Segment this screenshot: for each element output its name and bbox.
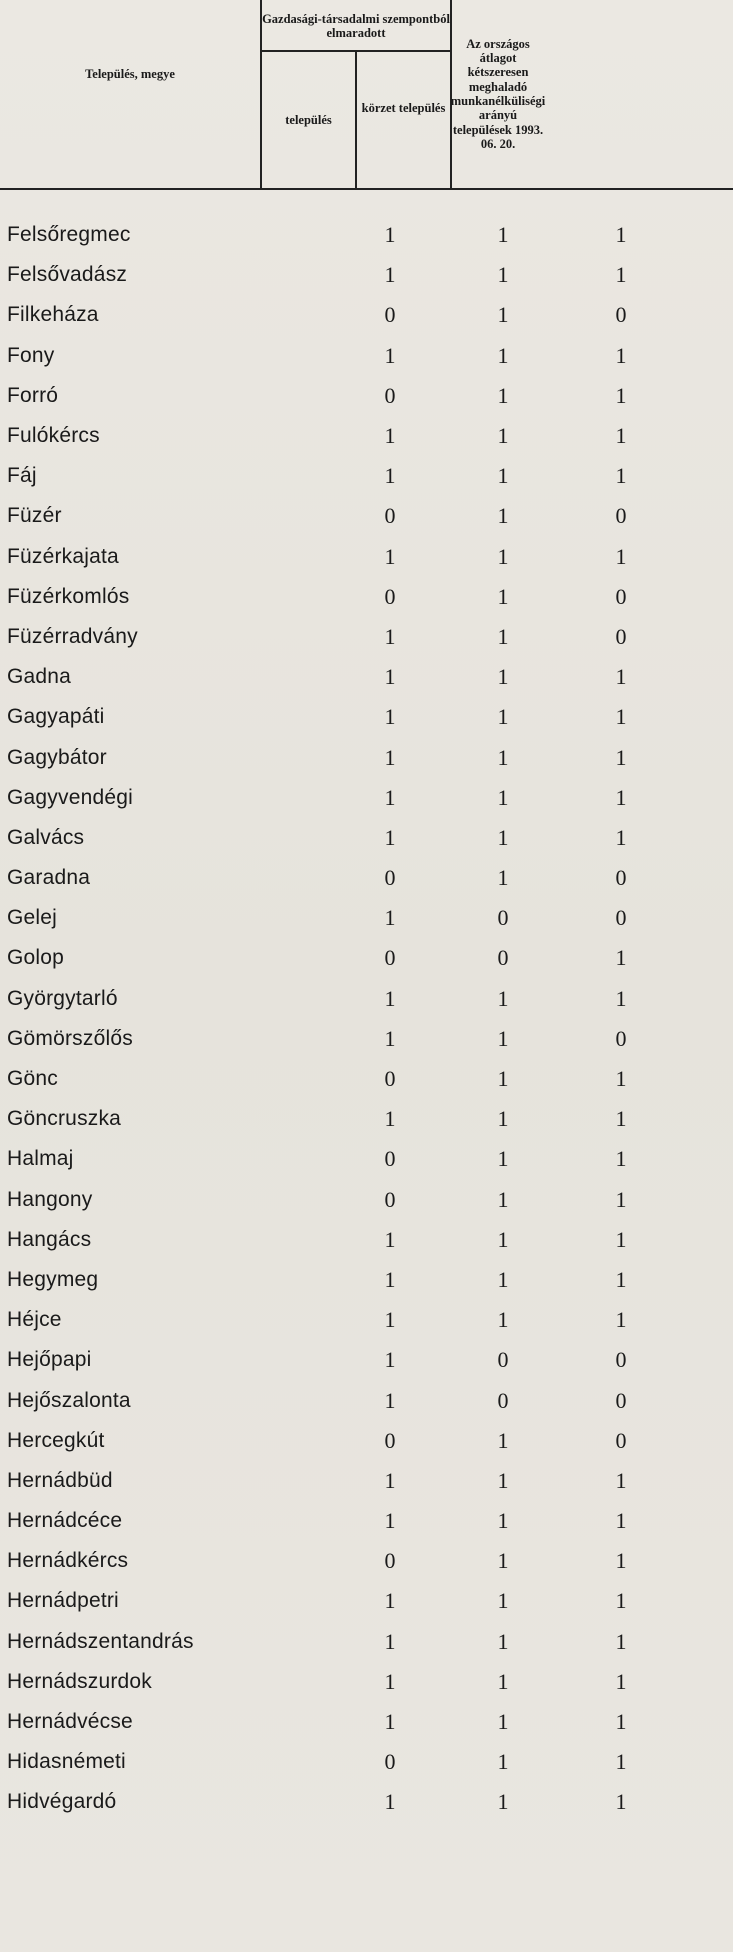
settlement-name: Füzér: [7, 504, 62, 528]
table-row: [0, 657, 733, 697]
settlement-flag-value: 0: [384, 583, 396, 609]
unemployment-flag-value: 1: [615, 382, 627, 408]
district-flag-value: 1: [497, 1266, 509, 1292]
unemployment-flag-value: 1: [615, 1226, 627, 1252]
settlement-name: Hercegkút: [7, 1428, 105, 1452]
settlement-name: Gömörszőlős: [7, 1026, 133, 1050]
table-row: [0, 858, 733, 898]
district-flag-value: 1: [497, 423, 509, 449]
settlement-flag-value: 1: [384, 985, 396, 1011]
district-flag-value: 1: [497, 1186, 509, 1212]
table-row: [0, 1220, 733, 1260]
district-flag-value: 1: [497, 1508, 509, 1534]
unemployment-flag-value: 0: [615, 1387, 627, 1413]
settlement-flag-value: 0: [384, 1749, 396, 1775]
header-col-name: Település, megye: [85, 66, 175, 81]
settlement-name: Halmaj: [7, 1147, 74, 1171]
settlement-flag-value: 1: [384, 1387, 396, 1413]
district-flag-value: 0: [497, 945, 509, 971]
table-row: [0, 697, 733, 737]
unemployment-flag-value: 0: [615, 865, 627, 891]
settlement-flag-value: 0: [384, 1146, 396, 1172]
unemployment-flag-value: 1: [615, 985, 627, 1011]
settlement-name: Hernádbüd: [7, 1468, 113, 1492]
settlement-name: Hangács: [7, 1227, 92, 1251]
header-col-district: körzet település: [361, 100, 446, 115]
settlement-flag-value: 1: [384, 543, 396, 569]
district-flag-value: 1: [497, 1749, 509, 1775]
header-group-title: Gazdasági-társadalmi szempontból elmaradott: [262, 11, 450, 40]
table-row: [0, 416, 733, 456]
district-flag-value: 1: [497, 1548, 509, 1574]
table-row: [0, 1059, 733, 1099]
unemployment-flag-value: 0: [615, 1427, 627, 1453]
unemployment-flag-value: 0: [615, 583, 627, 609]
table-row: [0, 1019, 733, 1059]
settlement-flag-value: 0: [384, 503, 396, 529]
table-row: [0, 1702, 733, 1742]
settlement-flag-value: 1: [384, 342, 396, 368]
unemployment-flag-value: 1: [615, 1508, 627, 1534]
unemployment-flag-value: 1: [615, 704, 627, 730]
settlement-name: Hejőpapi: [7, 1348, 92, 1372]
settlement-flag-value: 1: [384, 623, 396, 649]
settlement-flag-value: 0: [384, 865, 396, 891]
settlement-flag-value: 1: [384, 1266, 396, 1292]
settlement-flag-value: 1: [384, 1709, 396, 1735]
table-row: [0, 1662, 733, 1702]
district-flag-value: 1: [497, 1146, 509, 1172]
district-flag-value: 1: [497, 1467, 509, 1493]
unemployment-flag-value: 1: [615, 1749, 627, 1775]
table-row: [0, 1099, 733, 1139]
district-flag-value: 1: [497, 1588, 509, 1614]
unemployment-flag-value: 1: [615, 463, 627, 489]
district-flag-value: 0: [497, 1387, 509, 1413]
district-flag-value: 0: [497, 1347, 509, 1373]
district-flag-value: 1: [497, 463, 509, 489]
unemployment-flag-value: 0: [615, 1347, 627, 1373]
settlement-flag-value: 1: [384, 664, 396, 690]
settlement-name: Göncruszka: [7, 1107, 122, 1131]
unemployment-flag-value: 0: [615, 503, 627, 529]
district-flag-value: 1: [497, 985, 509, 1011]
district-flag-value: 1: [497, 503, 509, 529]
district-flag-value: 1: [497, 784, 509, 810]
district-flag-value: 1: [497, 1106, 509, 1132]
settlement-name: Filkeháza: [7, 303, 99, 327]
settlement-name: Gagyvendégi: [7, 785, 133, 809]
unemployment-flag-value: 1: [615, 342, 627, 368]
unemployment-flag-value: 1: [615, 262, 627, 288]
table-body: [0, 215, 733, 1823]
settlement-name: Hernádpetri: [7, 1589, 119, 1613]
unemployment-flag-value: 1: [615, 1106, 627, 1132]
settlement-name: Garadna: [7, 866, 91, 890]
district-flag-value: 1: [497, 1427, 509, 1453]
unemployment-flag-value: 1: [615, 1146, 627, 1172]
unemployment-flag-value: 1: [615, 1186, 627, 1212]
unemployment-flag-value: 1: [615, 1588, 627, 1614]
table-row: [0, 1622, 733, 1662]
settlement-flag-value: 0: [384, 382, 396, 408]
table-row: [0, 938, 733, 978]
table-row: [0, 537, 733, 577]
unemployment-flag-value: 1: [615, 1066, 627, 1092]
settlement-name: Hernádcéce: [7, 1509, 123, 1533]
settlement-name: Golop: [7, 946, 65, 970]
settlement-flag-value: 1: [384, 1789, 396, 1815]
district-flag-value: 1: [497, 744, 509, 770]
settlement-flag-value: 1: [384, 1106, 396, 1132]
settlement-name: Hernádszentandrás: [7, 1629, 194, 1653]
settlement-flag-value: 1: [384, 1628, 396, 1654]
settlement-name: Fulókércs: [7, 424, 100, 448]
table-row: [0, 1139, 733, 1179]
table-row: [0, 1180, 733, 1220]
table-row: [0, 1541, 733, 1581]
table-row: [0, 215, 733, 255]
settlement-name: Hernádvécse: [7, 1710, 133, 1734]
settlement-name: Hernádszurdok: [7, 1669, 153, 1693]
district-flag-value: 1: [497, 1628, 509, 1654]
settlement-flag-value: 1: [384, 1226, 396, 1252]
unemployment-flag-value: 0: [615, 302, 627, 328]
district-flag-value: 1: [497, 1789, 509, 1815]
district-flag-value: 1: [497, 1709, 509, 1735]
settlement-name: Felsőregmec: [7, 223, 131, 247]
unemployment-flag-value: 1: [615, 423, 627, 449]
settlement-flag-value: 0: [384, 302, 396, 328]
district-flag-value: 1: [497, 543, 509, 569]
settlement-name: Györgytarló: [7, 986, 118, 1010]
district-flag-value: 1: [497, 342, 509, 368]
settlement-flag-value: 1: [384, 744, 396, 770]
settlement-name: Gagyapáti: [7, 705, 105, 729]
settlement-flag-value: 1: [384, 1588, 396, 1614]
settlement-flag-value: 1: [384, 1508, 396, 1534]
table-row: [0, 1260, 733, 1300]
settlement-name: Hernádkércs: [7, 1549, 129, 1573]
unemployment-flag-value: 1: [615, 664, 627, 690]
table-row: [0, 1340, 733, 1380]
settlement-name: Felsővadász: [7, 263, 128, 287]
district-flag-value: 1: [497, 222, 509, 248]
settlement-name: Fáj: [7, 464, 37, 488]
header-col-national: Az országos átlagot kétszeresen meghaladó munkanélküliségi arányú települések 1993. 06. 20.: [450, 36, 546, 152]
district-flag-value: 0: [497, 905, 509, 931]
table-row: [0, 778, 733, 818]
district-flag-value: 1: [497, 824, 509, 850]
settlement-name: Hangony: [7, 1187, 93, 1211]
unemployment-flag-value: 0: [615, 1025, 627, 1051]
table-row: [0, 496, 733, 536]
district-flag-value: 1: [497, 382, 509, 408]
table-row: [0, 295, 733, 335]
table-row: [0, 1742, 733, 1782]
unemployment-flag-value: 1: [615, 222, 627, 248]
unemployment-flag-value: 1: [615, 1668, 627, 1694]
settlement-flag-value: 0: [384, 945, 396, 971]
table-row: [0, 1421, 733, 1461]
district-flag-value: 1: [497, 623, 509, 649]
unemployment-flag-value: 1: [615, 543, 627, 569]
district-flag-value: 1: [497, 262, 509, 288]
settlement-name: Galvács: [7, 825, 85, 849]
unemployment-flag-value: 1: [615, 744, 627, 770]
settlement-flag-value: 1: [384, 905, 396, 931]
settlement-name: Hidasnémeti: [7, 1750, 126, 1774]
table-row: [0, 376, 733, 416]
district-flag-value: 1: [497, 704, 509, 730]
settlement-flag-value: 1: [384, 463, 396, 489]
settlement-flag-value: 1: [384, 423, 396, 449]
district-flag-value: 1: [497, 1025, 509, 1051]
unemployment-flag-value: 1: [615, 824, 627, 850]
unemployment-flag-value: 1: [615, 1467, 627, 1493]
unemployment-flag-value: 1: [615, 1266, 627, 1292]
settlement-flag-value: 1: [384, 1467, 396, 1493]
table-header: [0, 0, 733, 190]
settlement-name: Füzérkomlós: [7, 584, 130, 608]
settlement-name: Gadna: [7, 665, 72, 689]
settlement-flag-value: 1: [384, 222, 396, 248]
district-flag-value: 1: [497, 1226, 509, 1252]
unemployment-flag-value: 1: [615, 1709, 627, 1735]
settlement-flag-value: 1: [384, 704, 396, 730]
settlement-flag-value: 1: [384, 824, 396, 850]
district-flag-value: 1: [497, 1668, 509, 1694]
table-row: [0, 617, 733, 657]
unemployment-flag-value: 0: [615, 623, 627, 649]
settlement-name: Füzérradvány: [7, 624, 138, 648]
unemployment-flag-value: 1: [615, 945, 627, 971]
settlement-name: Hegymeg: [7, 1267, 99, 1291]
settlement-name: Hidvégardó: [7, 1790, 117, 1814]
settlement-name: Hejőszalonta: [7, 1388, 131, 1412]
table-row: [0, 255, 733, 295]
table-row: [0, 1782, 733, 1822]
unemployment-flag-value: 1: [615, 1628, 627, 1654]
settlement-flag-value: 0: [384, 1066, 396, 1092]
unemployment-flag-value: 1: [615, 1307, 627, 1333]
settlement-flag-value: 0: [384, 1186, 396, 1212]
district-flag-value: 1: [497, 664, 509, 690]
table-row: [0, 1581, 733, 1621]
district-flag-value: 1: [497, 583, 509, 609]
settlement-name: Héjce: [7, 1308, 62, 1332]
settlement-name: Füzérkajata: [7, 544, 119, 568]
settlement-name: Gönc: [7, 1067, 58, 1091]
settlement-flag-value: 1: [384, 1347, 396, 1373]
settlement-name: Fony: [7, 343, 55, 367]
settlement-flag-value: 0: [384, 1548, 396, 1574]
settlement-flag-value: 1: [384, 1025, 396, 1051]
district-flag-value: 1: [497, 302, 509, 328]
settlement-name: Forró: [7, 383, 59, 407]
settlement-flag-value: 1: [384, 262, 396, 288]
table-row: [0, 737, 733, 777]
table-row: [0, 577, 733, 617]
unemployment-flag-value: 1: [615, 1548, 627, 1574]
header-col-settlement: település: [285, 112, 332, 127]
table-row: [0, 336, 733, 376]
unemployment-flag-value: 1: [615, 784, 627, 810]
settlement-name: Gelej: [7, 906, 58, 930]
unemployment-flag-value: 0: [615, 905, 627, 931]
settlement-name: Gagybátor: [7, 745, 107, 769]
table-row: [0, 1380, 733, 1420]
settlement-flag-value: 0: [384, 1427, 396, 1453]
table-row: [0, 818, 733, 858]
settlement-flag-value: 1: [384, 1668, 396, 1694]
table-row: [0, 456, 733, 496]
district-flag-value: 1: [497, 1066, 509, 1092]
settlement-flag-value: 1: [384, 1307, 396, 1333]
unemployment-flag-value: 1: [615, 1789, 627, 1815]
table-row: [0, 1501, 733, 1541]
table-row: [0, 979, 733, 1019]
district-flag-value: 1: [497, 865, 509, 891]
settlement-flag-value: 1: [384, 784, 396, 810]
table-row: [0, 898, 733, 938]
district-flag-value: 1: [497, 1307, 509, 1333]
table-row: [0, 1300, 733, 1340]
table-row: [0, 1461, 733, 1501]
